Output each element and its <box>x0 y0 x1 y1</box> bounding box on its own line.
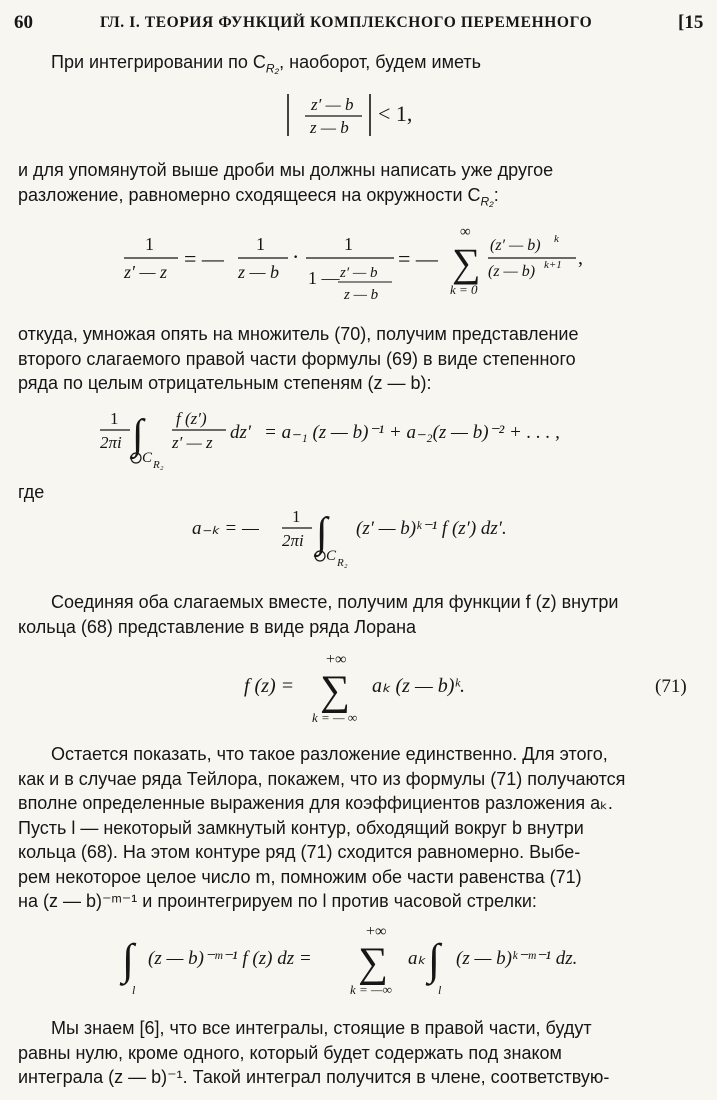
page-number: 60 <box>14 12 33 33</box>
p5-line-1: Остается показать, что такое разложение единственно. Для этого, <box>51 744 608 764</box>
f5-sigma: ∑ <box>320 668 350 714</box>
where-text: где <box>18 482 45 502</box>
f2-b-den-den: z — b <box>344 287 379 303</box>
p2-line-2-text: разложение, равномерно сходящееся на окружности C <box>18 184 481 205</box>
p5-line-7: на (z — b)⁻ᵐ⁻¹ и проинтегрируем по l против часовой стрелки: <box>18 891 537 911</box>
f4-frac-num: 1 <box>292 507 301 526</box>
paragraph-1 <box>18 50 698 81</box>
f6-lhs-int-sub: l <box>132 983 136 997</box>
p6-line-3: интеграла (z — b)⁻¹. Такой интеграл получится в члене, соответствую- <box>18 1067 610 1087</box>
formula-inequality-svg <box>0 88 717 144</box>
f6-sigma: ∑ <box>358 940 388 986</box>
f2-a-num: 1 <box>256 234 265 254</box>
f3-int-den: z′ — z <box>172 433 213 452</box>
f2-dot: · <box>292 244 300 269</box>
f5-term: aₖ (z — b)ᵏ. <box>372 675 466 697</box>
f2-term-num: (z′ — b) <box>490 237 541 254</box>
f6-lhs-integral: ∫ <box>122 935 135 984</box>
p6-line-2: равны нулю, кроме одного, который будет содержать под знаком <box>18 1042 562 1063</box>
p4-line-1: Соединяя оба слагаемых вместе, получим для функции f (z) внутри <box>51 592 619 612</box>
f2-term-den: (z — b) <box>488 263 536 280</box>
formula-expansion <box>0 220 717 308</box>
p2-line-2-sub: R₂ <box>480 194 494 209</box>
f2-lhs-num: 1 <box>145 234 154 254</box>
f6-rhs: (z — b)ᵏ⁻ᵐ⁻¹ dz. <box>456 948 578 969</box>
f6-sum-bot: k = —∞ <box>350 982 392 997</box>
f6-rhs-integral: ∫ <box>428 935 441 984</box>
formula-coefficient-svg <box>0 500 717 572</box>
f3-int-num: f (z′) <box>176 409 207 428</box>
f3-contour: C <box>142 450 153 466</box>
formula-expansion-svg <box>0 220 717 308</box>
f2-eq2: = — <box>398 246 438 271</box>
f2-sum-bot: k = 0 <box>450 282 478 297</box>
f2-sigma: ∑ <box>452 240 481 285</box>
f2-a-den: z — b <box>238 262 280 282</box>
p2-line-1: и для упомянутой выше дроби мы должны написать уже другое <box>18 160 554 180</box>
f2-b-den-1: 1 — <box>308 268 340 288</box>
p1-text: При интегрировании по C <box>51 52 266 72</box>
formula-coefficient <box>0 500 717 572</box>
running-header <box>0 12 717 42</box>
f4-rhs: (z′ — b)ᵏ⁻¹ f (z′) dz′. <box>356 518 507 539</box>
p1-sub: R₂ <box>265 61 280 76</box>
p2-line-2-tail: : <box>493 184 499 205</box>
formula-integral-series-svg <box>0 920 717 1002</box>
f3-integral: ∫ <box>132 412 144 458</box>
f2-term-num-exp: k <box>554 233 559 245</box>
f6-rhs-int-sub: l <box>438 983 442 997</box>
f6-ak: aₖ <box>408 948 426 969</box>
f3-frac-num: 1 <box>110 409 119 428</box>
p5-line-3: вполне определенные выражения для коэффициентов разложения aₖ. <box>18 793 613 813</box>
p5-line-2: как и в случае ряда Тейлора, покажем, что из формулы (71) получаются <box>18 768 626 789</box>
f1-den: z — b <box>310 118 349 137</box>
f6-lhs: (z — b)⁻ᵐ⁻¹ f (z) dz = <box>148 948 312 969</box>
formula-negative-series-svg <box>0 400 717 480</box>
paragraph-5 <box>18 742 698 914</box>
p3-line-1: откуда, умножая опять на множитель (70), получим представление <box>18 324 579 344</box>
p2-line-2 <box>18 183 698 214</box>
paragraph-2 <box>18 158 698 214</box>
f3-frac-den: 2πi <box>100 433 122 452</box>
paragraph-6 <box>18 1016 698 1090</box>
p3-line-2: второго слагаемого правой части формулы (69) в виде степенного <box>18 348 576 369</box>
f1-num: z′ — b <box>311 95 354 114</box>
formula-negative-series <box>0 400 717 480</box>
f2-sum-top: ∞ <box>460 224 471 240</box>
f2-comma: , <box>578 247 583 269</box>
f3-contour-sub: R₂ <box>153 459 164 471</box>
f3-rhs: = a₋₁ (z — b)⁻¹ + a₋₂(z — b)⁻² + . . . , <box>264 422 560 443</box>
section-number: [15 <box>678 12 704 33</box>
f5-sum-top: +∞ <box>326 651 347 668</box>
f2-minus: = — <box>184 246 224 271</box>
paragraph-4 <box>18 590 698 639</box>
f6-sum-top: +∞ <box>366 923 387 940</box>
f2-b-num: 1 <box>344 234 353 254</box>
p3-line-3: ряда по целым отрицательным степеням (z — b): <box>18 373 432 393</box>
f4-lhs: a₋ₖ = — <box>192 518 259 539</box>
formula-integral-series <box>0 920 717 1002</box>
f5-lhs: f (z) = <box>244 675 295 697</box>
p4-line-2: кольца (68) представление в виде ряда Лорана <box>18 616 417 637</box>
p5-line-6: рем некоторое целое число m, помножим обе части равенства (71) <box>18 866 582 887</box>
paragraph-3 <box>18 322 698 396</box>
f4-integral: ∫ <box>316 510 328 556</box>
f4-frac-den: 2πi <box>282 531 304 550</box>
p6-line-1: Мы знаем [6], что все интегралы, стоящие в правой части, будут <box>51 1018 592 1038</box>
p5-line-4: Пусть l — некоторый замкнутый контур, обходящий вокруг b внутри <box>18 817 584 838</box>
formula-inequality <box>0 88 717 144</box>
f2-b-den-num: z′ — b <box>340 265 378 281</box>
formula-laurent <box>0 648 717 728</box>
f5-sum-bot: k = — ∞ <box>312 710 358 725</box>
p5-line-5: кольца (68). На этом контуре ряд (71) сходится равномерно. Выбе- <box>18 842 581 862</box>
f3-dz: dz′ <box>230 422 252 443</box>
p1-tail: , наоборот, будем иметь <box>279 52 481 72</box>
formula-laurent-svg <box>0 648 717 728</box>
running-title: ГЛ. I. ТЕОРИЯ ФУНКЦИЙ КОМПЛЕКСНОГО ПЕРЕМЕННОГО <box>100 14 593 31</box>
f2-lhs-den: z′ — z <box>124 262 167 282</box>
f1-rhs: < 1, <box>378 101 413 126</box>
f2-term-den-exp: k+1 <box>544 259 562 271</box>
f4-contour: C <box>326 548 337 564</box>
equation-number-71: (71) <box>655 676 687 697</box>
f4-contour-sub: R₂ <box>337 557 348 569</box>
